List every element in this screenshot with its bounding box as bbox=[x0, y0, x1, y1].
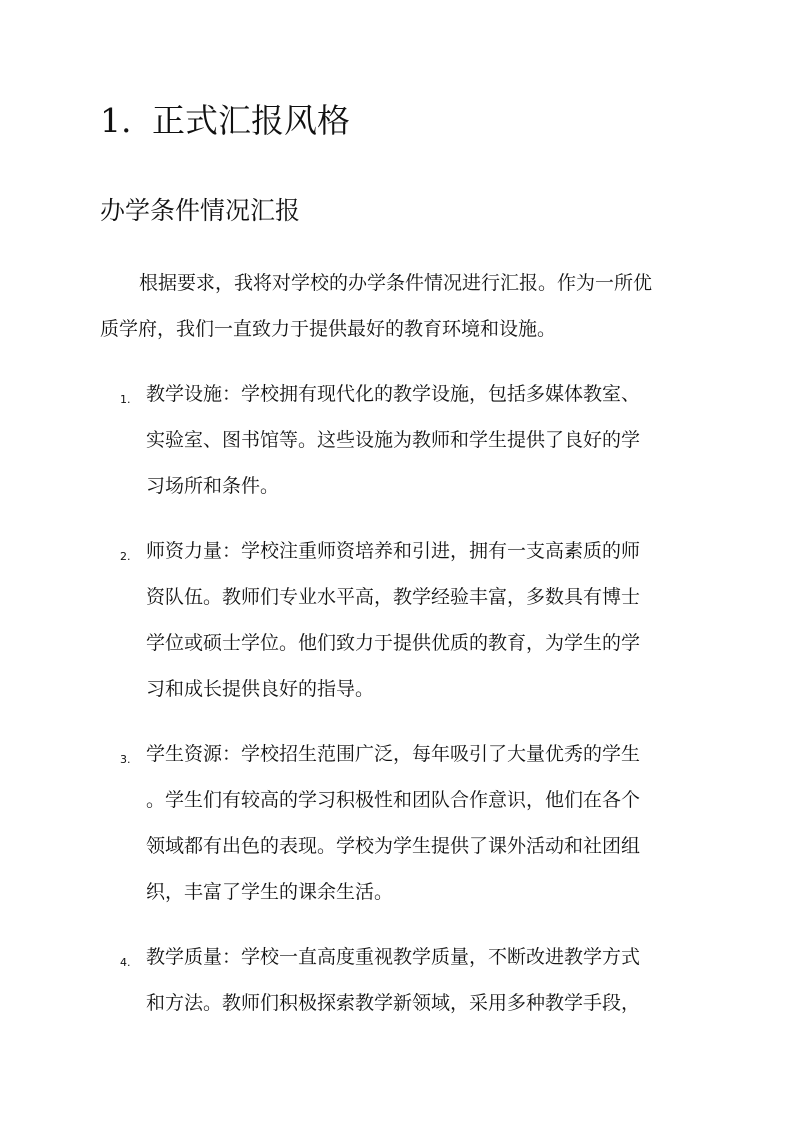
section-title: 正式汇报风格 bbox=[152, 101, 350, 140]
intro-line-2: 质学府，我们一直致力于提供最好的教育环境和设施。 bbox=[100, 318, 557, 340]
list-item-number: 3. bbox=[120, 753, 131, 766]
list-item-line: 习和成长提供良好的指导。 bbox=[146, 678, 375, 700]
subheading: 办学条件情况汇报 bbox=[100, 196, 301, 225]
list-item-line: 教学设施：学校拥有现代化的教学设施，包括多媒体教室、 bbox=[146, 383, 641, 405]
list-item-line: 实验室、图书馆等。这些设施为教师和学生提供了良好的学 bbox=[146, 429, 641, 451]
list-item-line: 织，丰富了学生的课余生活。 bbox=[146, 881, 394, 903]
list-item-number: 2. bbox=[120, 550, 131, 563]
list-item-line: 学生资源：学校招生范围广泛，每年吸引了大量优秀的学生 bbox=[146, 743, 641, 765]
intro-line-1: 根据要求，我将对学校的办学条件情况进行汇报。作为一所优 bbox=[139, 272, 653, 294]
section-heading bbox=[100, 96, 350, 146]
list-item-line: 和方法。教师们积极探索教学新领域，采用多种教学手段， bbox=[146, 992, 641, 1014]
section-number: 1. bbox=[100, 101, 132, 140]
list-item-line: 教学质量：学校一直高度重视教学质量，不断改进教学方式 bbox=[146, 946, 641, 968]
list-item-line: 习场所和条件。 bbox=[146, 475, 280, 497]
list-item-line: 资队伍。教师们专业水平高，教学经验丰富，多数具有博士 bbox=[146, 586, 641, 608]
list-item-line: 。学生们有较高的学习积极性和团队合作意识，他们在各个 bbox=[146, 789, 641, 811]
list-item-line: 师资力量：学校注重师资培养和引进，拥有一支高素质的师 bbox=[146, 540, 641, 562]
list-item-line: 学位或硕士学位。他们致力于提供优质的教育，为学生的学 bbox=[146, 632, 641, 654]
list-item-number: 4. bbox=[120, 956, 131, 969]
list-item-line: 领域都有出色的表现。学校为学生提供了课外活动和社团组 bbox=[146, 835, 641, 857]
list-item-number: 1. bbox=[120, 393, 131, 406]
